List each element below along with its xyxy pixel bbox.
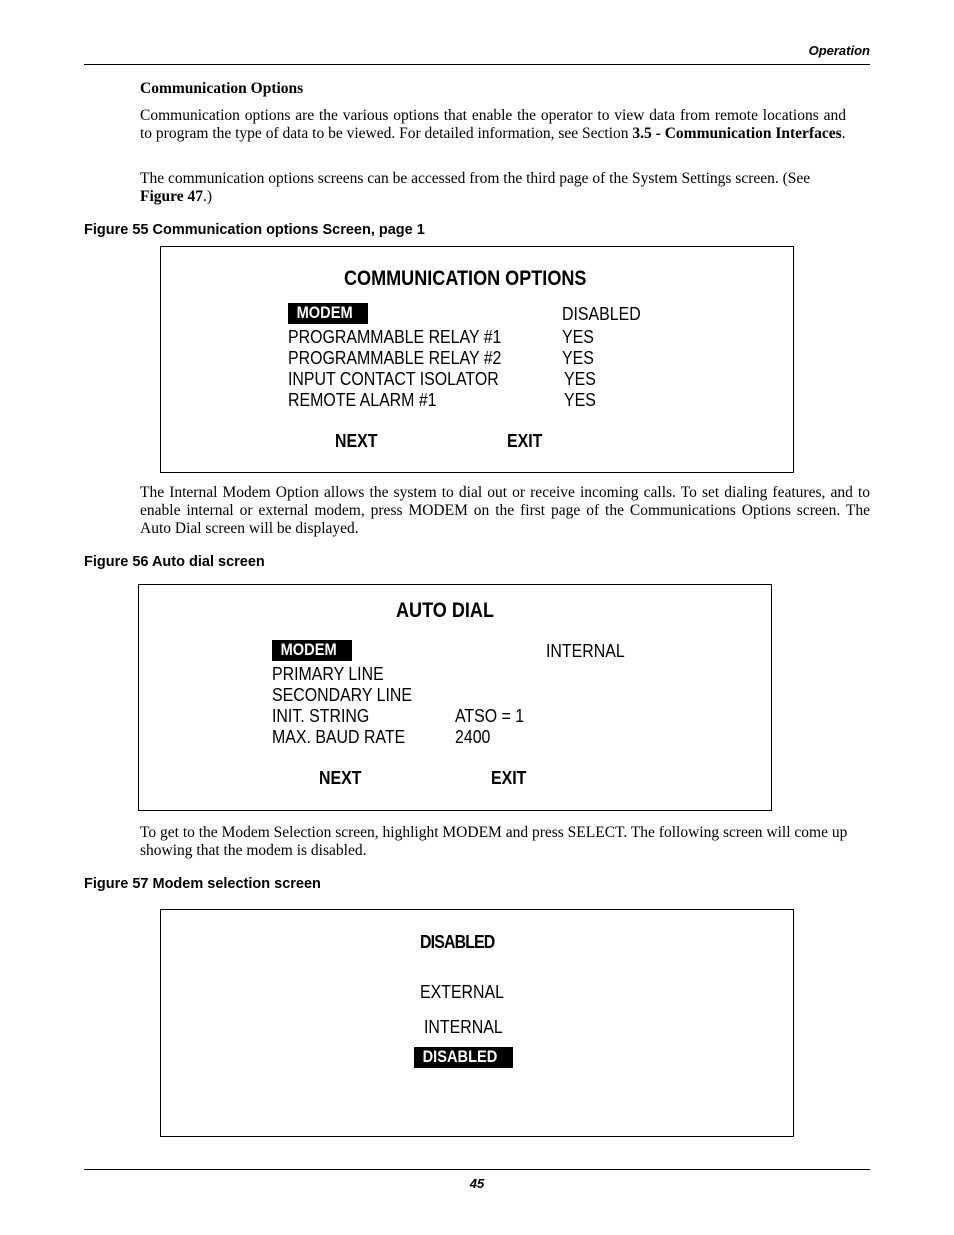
fig55-row-label[interactable]: PROGRAMMABLE RELAY #2 — [288, 347, 502, 368]
select-paragraph: To get to the Modem Selection screen, highlight MODEM and press SELECT. The following screen will come up showing that the modem is disabled. — [140, 824, 848, 859]
footer-rule — [84, 1169, 870, 1170]
intro-p2-end: .) — [203, 188, 213, 205]
fig55-screen-title: COMMUNICATION OPTIONS — [344, 267, 587, 290]
header-rule — [84, 64, 870, 65]
intro-paragraph-1 — [140, 107, 846, 143]
fig55-next-button[interactable]: NEXT — [335, 430, 378, 451]
fig57-option-internal[interactable]: INTERNAL — [424, 1016, 503, 1037]
fig56-exit-button[interactable]: EXIT — [491, 767, 527, 788]
fig55-row-label[interactable]: INPUT CONTACT ISOLATOR — [288, 368, 499, 389]
fig57-screen-title: DISABLED — [420, 931, 495, 952]
intro-paragraph-2 — [140, 170, 846, 206]
intro-p1-link: 3.5 - Communication Interfaces — [632, 125, 842, 142]
fig57-option-external[interactable]: EXTERNAL — [420, 981, 504, 1002]
fig56-row-label[interactable]: INIT. STRING — [272, 705, 370, 726]
fig56-modem-label: MODEM — [280, 640, 337, 659]
running-header: Operation — [808, 43, 870, 58]
fig55-row-value: YES — [562, 347, 594, 368]
figure-57-caption: Figure 57 Modem selection screen — [84, 876, 321, 892]
fig55-modem-label: MODEM — [296, 303, 353, 322]
fig56-row-label[interactable]: PRIMARY LINE — [272, 663, 384, 684]
fig56-modem-value: INTERNAL — [546, 640, 625, 661]
figure-55-caption: Figure 55 Communication options Screen, page 1 — [84, 222, 425, 238]
fig55-row-value: YES — [564, 389, 596, 410]
intro-p1-end: . — [841, 125, 846, 142]
fig55-row-label[interactable]: PROGRAMMABLE RELAY #1 — [288, 326, 502, 347]
fig55-row-label[interactable]: REMOTE ALARM #1 — [288, 389, 437, 410]
fig56-next-button[interactable]: NEXT — [319, 767, 362, 788]
figure-56-caption: Figure 56 Auto dial screen — [84, 554, 265, 570]
fig56-row-value: 2400 — [455, 726, 491, 747]
fig56-screen-title: AUTO DIAL — [396, 599, 494, 622]
fig57-selected-label: DISABLED — [422, 1047, 498, 1066]
intro-p2-ref: Figure 47 — [140, 188, 203, 205]
fig55-modem-highlight[interactable] — [288, 303, 368, 324]
section-heading: Communication Options — [140, 80, 304, 97]
intro-p1-text: Communication options are the various options that enable the operator to view data from remote locations and to program the type of data to be viewed. For detailed information, see Section — [140, 107, 846, 142]
fig57-option-disabled-selected[interactable] — [414, 1047, 513, 1068]
fig56-row-label[interactable]: MAX. BAUD RATE — [272, 726, 406, 747]
fig55-exit-button[interactable]: EXIT — [507, 430, 543, 451]
fig55-row-value: YES — [564, 368, 596, 389]
fig56-modem-highlight[interactable] — [272, 640, 352, 661]
fig55-row-value: YES — [562, 326, 594, 347]
page-number: 45 — [469, 1176, 485, 1191]
modem-paragraph: The Internal Modem Option allows the system to dial out or receive incoming calls. To set dialing features, and to enable internal or external modem, press MODEM on the first page of the Communications Options screen. The Auto Dial screen will be displayed. — [140, 484, 870, 537]
intro-p2-text: The communication options screens can be accessed from the third page of the System Settings screen. (See — [140, 170, 811, 187]
fig56-row-label[interactable]: SECONDARY LINE — [272, 684, 413, 705]
fig55-modem-value: DISABLED — [562, 303, 641, 324]
fig56-row-value: ATSO = 1 — [455, 705, 525, 726]
